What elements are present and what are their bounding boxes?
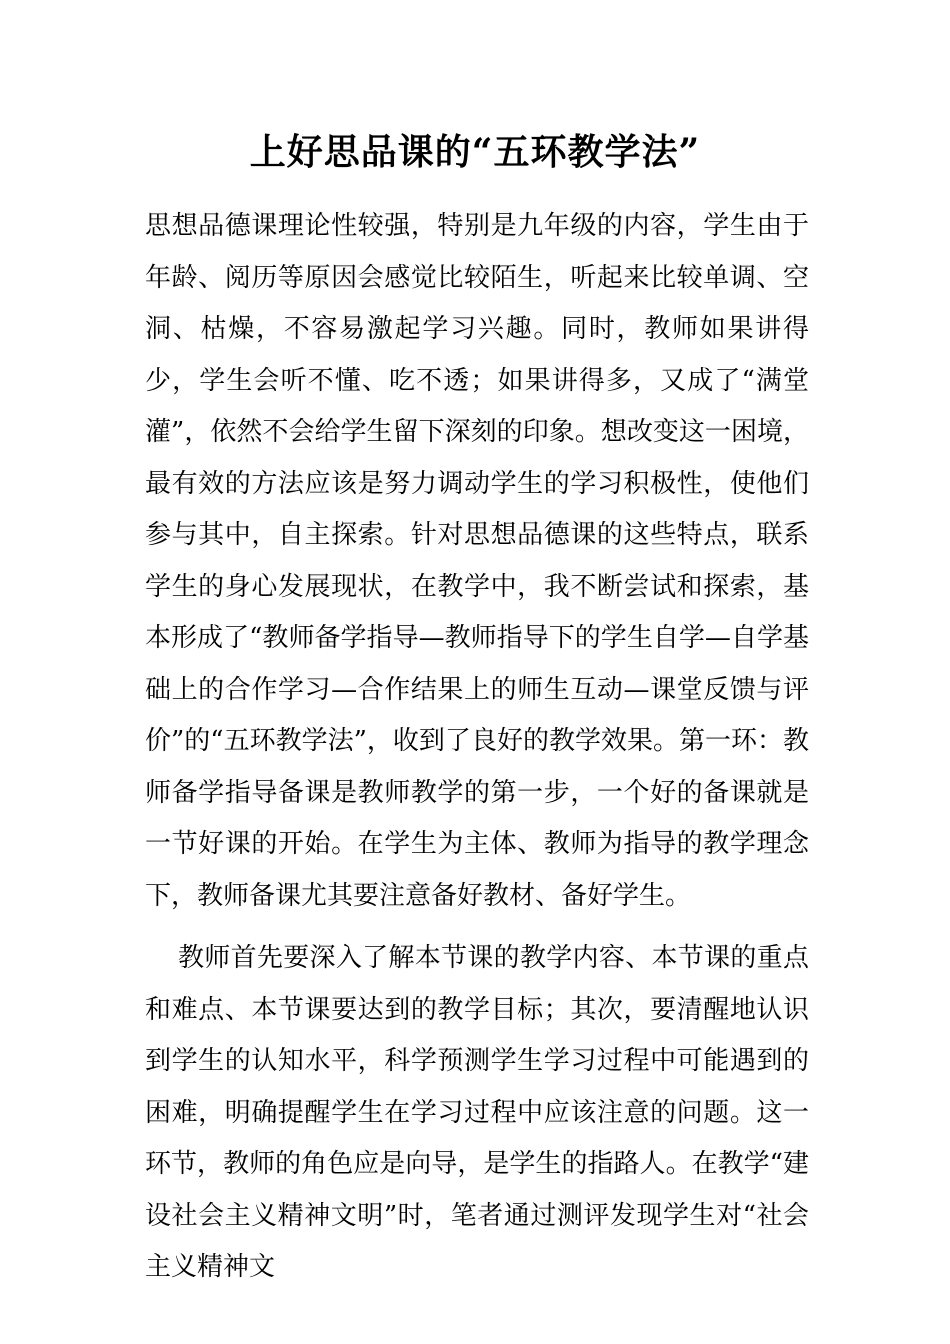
paragraph-2: 教师首先要深入了解本节课的教学内容、本节课的重点和难点、本节课要达到的教学目标；其次，要清醒地认识到学生的认知水平，科学预测学生学习过程中可能遇到的困难，明确提醒学生在学习过程中应该注意的问题。这一环节，教师的角色应是向导，是学生的指路人。在教学“建设社会主义精神文明”时，笔者通过测评发现学生对“社会主义精神文 [145,943,809,1282]
paragraph-1: 思想品德课理论性较强，特别是九年级的内容，学生由于年龄、阅历等原因会感觉比较陌生，听起来比较单调、空洞、枯燥，不容易激起学习兴趣。同时，教师如果讲得少，学生会听不懂、吃不透；如果讲得多，又成了“满堂灌”，依然不会给学生留下深刻的印象。想改变这一困境，最有效的方法应该是努力调动学生的学习积极性，使他们参与其中，自主探索。针对思想品德课的这些特点，联系学生的身心发展现状，在教学中，我不断尝试和探索，基本形成了“教师备学指导—教师指导下的学生自学—自学基础上的合作学习—合作结果上的师生互动—课堂反馈与评价”的“五环教学法”，收到了良好的教学效果。第一环：教师备学指导备课是教师教学的第一步，一个好的备课就是一节好课的开始。在学生为主体、教师为指导的教学理念下，教师备课尤其要注意备好教材、备好学生。 [145,211,809,911]
document-title: 上好思品课的“五环教学法” [249,131,701,173]
document-body [145,201,809,1294]
